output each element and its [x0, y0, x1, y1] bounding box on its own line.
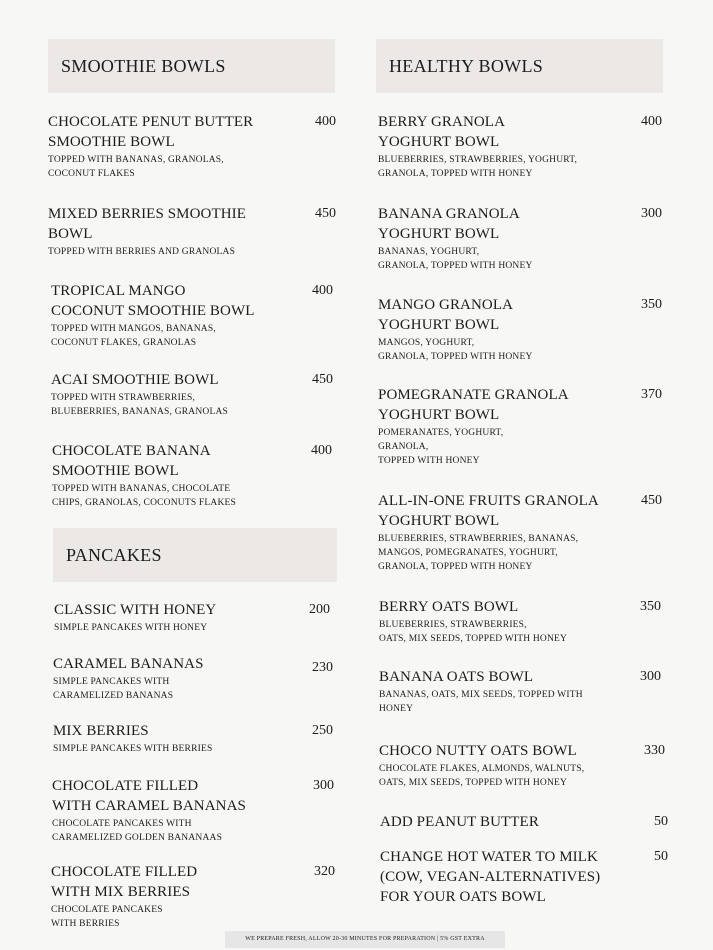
item-name: CHOCOLATE BANANA SMOOTHIE BOWL [52, 443, 211, 479]
menu-item [378, 112, 666, 181]
pancakes-title: PANCAKES [66, 544, 162, 565]
menu-item [51, 862, 338, 931]
menu-item [380, 812, 666, 832]
smoothie-bowls-header [48, 39, 335, 93]
footer-note: WE PREPARE FRESH, ALLOW 20-30 MINUTES FOR PREPARATION | 5% GST EXTRA [225, 931, 505, 948]
menu-item [52, 776, 338, 845]
menu-item [52, 441, 338, 510]
item-price: 350 [641, 297, 662, 312]
item-name: CLASSIC WITH HONEY [54, 602, 217, 618]
menu-item [378, 204, 666, 273]
item-price: 400 [315, 114, 336, 129]
item-description: POMERANATES, YOGHURT, GRANOLA, TOPPED WITH HONEY [378, 428, 504, 466]
menu-item [53, 654, 338, 703]
item-description: SIMPLE PANCAKES WITH HONEY [54, 623, 208, 633]
healthy-bowls-header [376, 39, 663, 93]
item-description: SIMPLE PANCAKES WITH BERRIES [53, 744, 213, 754]
item-name: BANANA OATS BOWL [379, 669, 534, 685]
item-price: 450 [315, 206, 336, 221]
menu-item [379, 597, 666, 646]
item-description: BANANAS, OATS, MIX SEEDS, TOPPED WITH HONEY [379, 690, 583, 714]
item-name: CARAMEL BANANAS [53, 656, 204, 672]
item-price: 200 [309, 602, 330, 617]
item-name: BANANA GRANOLA YOGHURT BOWL [378, 206, 520, 242]
item-price: 250 [312, 723, 333, 738]
item-price: 50 [654, 849, 668, 864]
item-description: BLUEBERRIES, STRAWBERRIES, YOGHURT, GRANOLA, TOPPED WITH HONEY [378, 155, 578, 179]
item-description: MANGOS, YOGHURT, GRANOLA, TOPPED WITH HONEY [378, 338, 533, 362]
item-name: ACAI SMOOTHIE BOWL [51, 372, 219, 388]
item-price: 400 [312, 283, 333, 298]
item-price: 400 [311, 443, 332, 458]
menu-item [380, 847, 666, 907]
item-name: CHOCOLATE FILLED WITH CARAMEL BANANAS [52, 778, 246, 814]
item-description: TOPPED WITH BANANAS, GRANOLAS, COCONUT FLAKES [48, 155, 224, 179]
item-description: TOPPED WITH BANANAS, CHOCOLATE CHIPS, GRANOLAS, COCONUTS FLAKES [52, 484, 237, 508]
item-name: CHOCOLATE FILLED WITH MIX BERRIES [51, 864, 198, 900]
item-name: TROPICAL MANGO COCONUT SMOOTHIE BOWL [51, 283, 255, 319]
item-name: CHOCO NUTTY OATS BOWL [379, 743, 577, 759]
menu-item [53, 721, 338, 756]
item-price: 320 [314, 864, 335, 879]
item-name: ALL-IN-ONE FRUITS GRANOLA YOGHURT BOWL [378, 493, 599, 529]
item-name: MIX BERRIES [53, 723, 149, 739]
item-description: SIMPLE PANCAKES WITH CARAMELIZED BANANAS [53, 677, 174, 701]
item-name: MANGO GRANOLA YOGHURT BOWL [378, 297, 514, 333]
item-name: CHOCOLATE PENUT BUTTER SMOOTHIE BOWL [48, 114, 254, 150]
menu-item [48, 204, 338, 259]
item-name: ADD PEANUT BUTTER [380, 814, 539, 830]
menu-item [378, 491, 666, 574]
item-price: 370 [641, 387, 662, 402]
menu-item [51, 281, 338, 350]
item-name: BERRY OATS BOWL [379, 599, 519, 615]
item-price: 400 [641, 114, 662, 129]
pancakes-header [53, 528, 337, 582]
item-description: BLUEBERRIES, STRAWBERRIES, BANANAS, MANGOS, POMEGRANATES, YOGHURT, GRANOLA, TOPPED WITH HONEY [378, 534, 579, 572]
smoothie-bowls-title: SMOOTHIE BOWLS [61, 55, 226, 76]
item-name: POMEGRANATE GRANOLA YOGHURT BOWL [378, 387, 569, 423]
menu-item [378, 385, 666, 468]
item-price: 230 [312, 660, 333, 675]
menu-item [54, 600, 338, 635]
item-description: CHOCOLATE PANCAKES WITH CARAMELIZED GOLDEN BANANAAS [52, 819, 223, 843]
item-price: 300 [640, 669, 661, 684]
item-description: CHOCOLATE FLAKES, ALMONDS, WALNUTS, OATS, MIX SEEDS, TOPPED WITH HONEY [379, 764, 585, 788]
item-price: 50 [654, 814, 668, 829]
item-price: 330 [644, 743, 665, 758]
item-description: BLUEBERRIES, STRAWBERRIES, OATS, MIX SEEDS, TOPPED WITH HONEY [379, 620, 568, 644]
item-description: TOPPED WITH MANGOS, BANANAS, COCONUT FLAKES, GRANOLAS [51, 324, 216, 348]
menu-item [378, 295, 666, 364]
item-name: BERRY GRANOLA YOGHURT BOWL [378, 114, 506, 150]
item-price: 350 [640, 599, 661, 614]
menu-item [48, 112, 338, 181]
menu-item [379, 741, 666, 790]
menu-item [379, 667, 666, 716]
item-name: CHANGE HOT WATER TO MILK (COW, VEGAN-ALTERNATIVES) FOR YOUR OATS BOWL [380, 849, 601, 905]
item-price: 450 [641, 493, 662, 508]
healthy-bowls-title: HEALTHY BOWLS [389, 55, 544, 76]
item-description: BANANAS, YOGHURT, GRANOLA, TOPPED WITH HONEY [378, 247, 533, 271]
item-price: 450 [312, 372, 333, 387]
item-price: 300 [313, 778, 334, 793]
item-description: TOPPED WITH BERRIES AND GRANOLAS [48, 247, 236, 257]
menu-item [51, 370, 338, 419]
item-price: 300 [641, 206, 662, 221]
item-description: TOPPED WITH STRAWBERRIES, BLUEBERRIES, BANANAS, GRANOLAS [51, 393, 229, 417]
item-name: MIXED BERRIES SMOOTHIE BOWL [48, 206, 247, 242]
item-description: CHOCOLATE PANCAKES WITH BERRIES [51, 905, 163, 929]
